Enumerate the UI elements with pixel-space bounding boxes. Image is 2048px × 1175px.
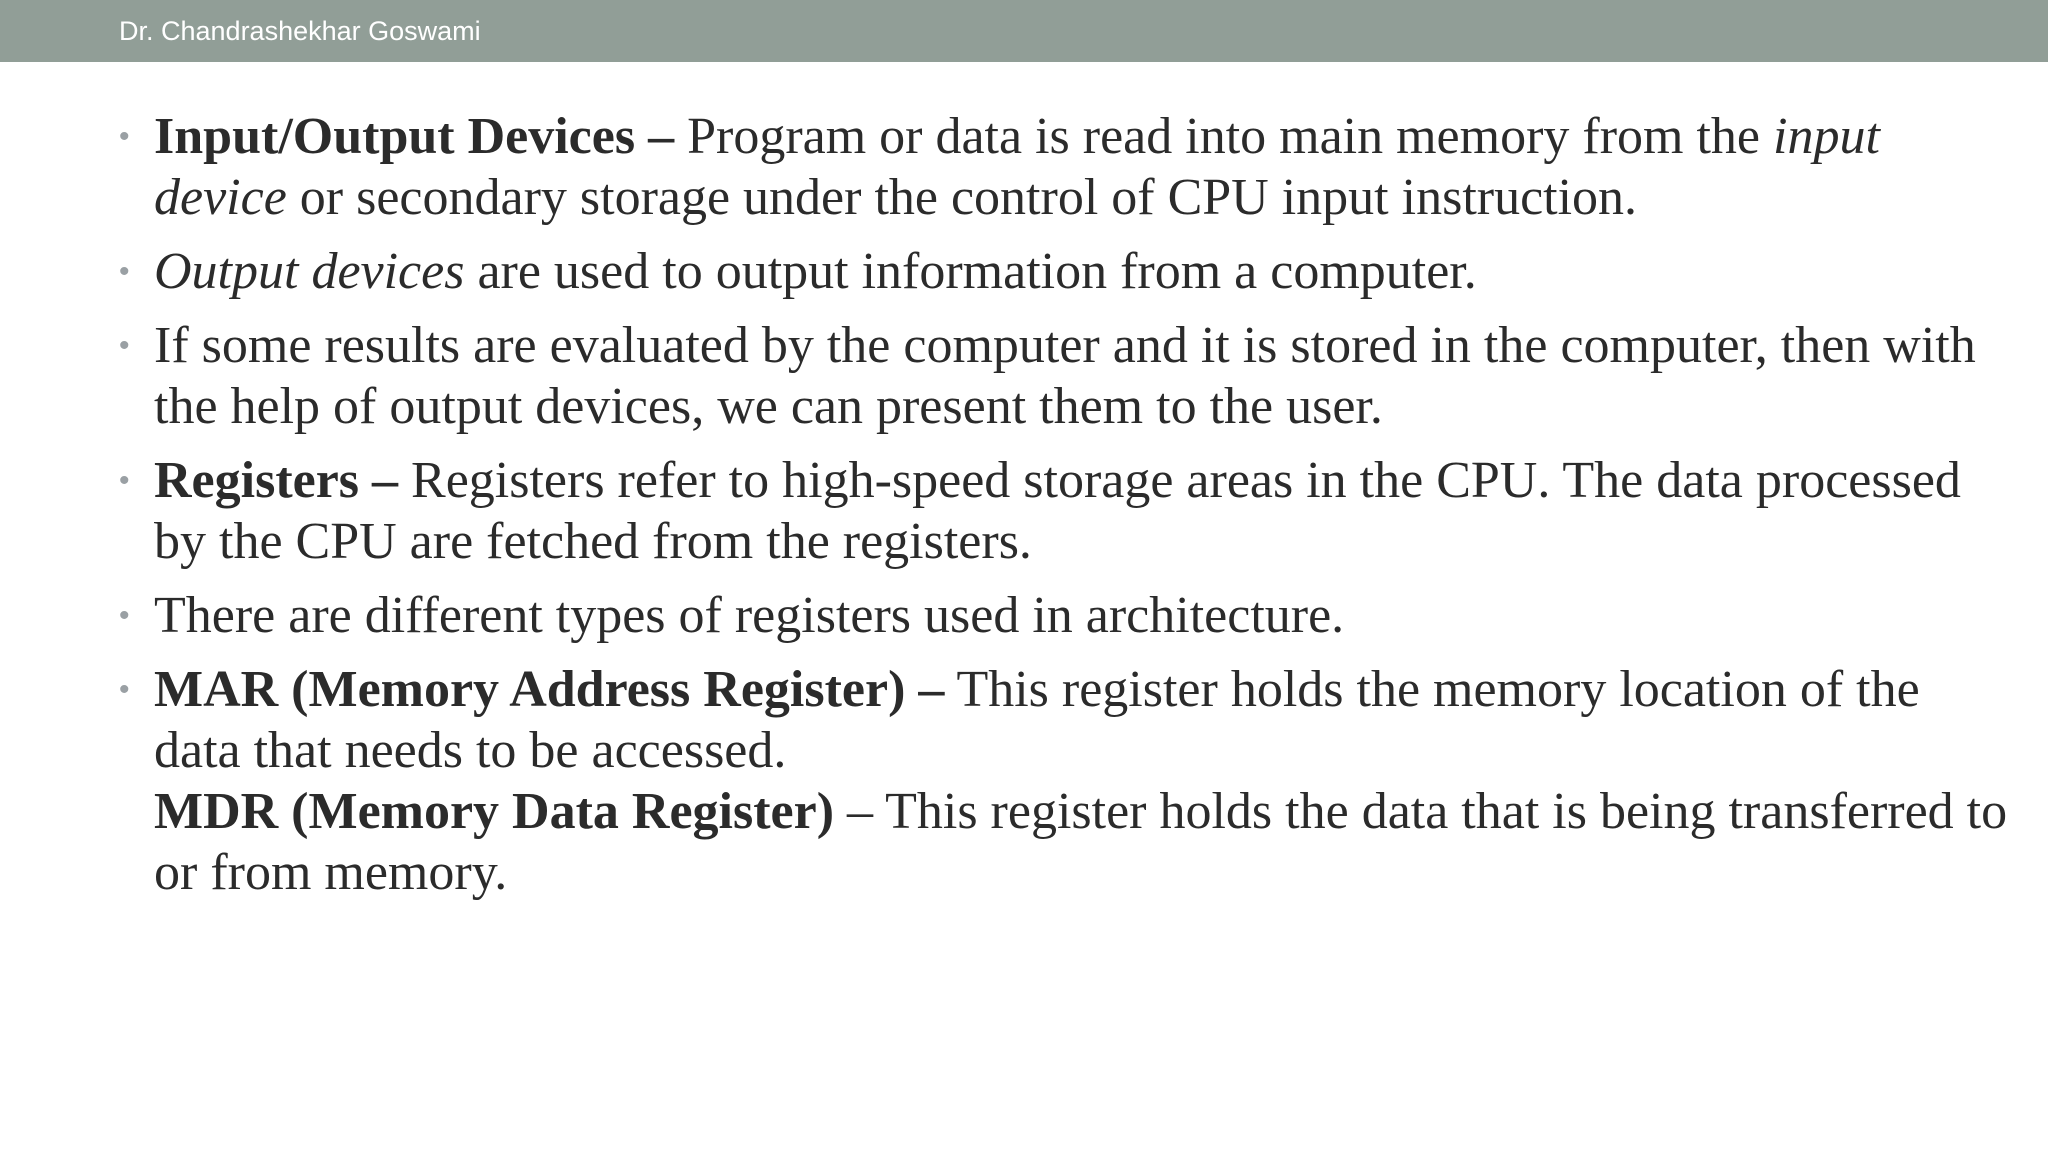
bullet-text: There are different types of registers used in architecture. — [154, 587, 1345, 644]
bullet-register-types — [116, 585, 2016, 646]
author-name: Dr. Chandrashekhar Goswami — [119, 16, 481, 46]
bullet-text: Program or data is read into main memory from the — [674, 108, 1774, 165]
bullet-text: This register holds the memory location of the data that needs to be accessed. — [154, 661, 1920, 779]
bullet-term: MAR (Memory Address Register) – — [154, 661, 945, 718]
bullet-text: If some results are evaluated by the computer and it is stored in the computer, then with the help of output devices, we can present them to the user. — [154, 317, 1976, 435]
bullet-term-mdr: MDR (Memory Data Register) — [154, 783, 835, 840]
bullet-marker: • — [119, 255, 130, 288]
bullet-registers — [116, 450, 2016, 572]
bullet-marker: • — [119, 673, 130, 706]
slide-header-bar — [0, 0, 2048, 62]
bullet-text: Registers refer to high-speed storage areas in the CPU. The data processed by the CPU are fetched from the registers. — [154, 452, 1961, 570]
bullet-italic-term: input device — [154, 108, 1880, 226]
slide-bullet-list — [116, 106, 2016, 916]
bullet-text: or secondary storage under the control of CPU input instruction. — [286, 169, 1638, 226]
bullet-input-output-devices — [116, 106, 2016, 228]
bullet-results-evaluated — [116, 315, 2016, 437]
bullet-output-devices — [116, 241, 2016, 302]
bullet-mar-mdr — [116, 659, 2016, 903]
bullet-term: Registers – — [154, 452, 399, 509]
bullet-marker: • — [119, 464, 130, 497]
bullet-marker: • — [119, 599, 130, 632]
bullet-term: Input/Output Devices – — [154, 108, 675, 165]
bullet-text: – This register holds the data that is being transferred to or from memory. — [154, 783, 2008, 901]
bullet-marker: • — [119, 120, 130, 153]
bullet-marker: • — [119, 329, 130, 362]
bullet-text: are used to output information from a computer. — [464, 243, 1477, 300]
bullet-italic-term: Output devices — [154, 243, 465, 300]
